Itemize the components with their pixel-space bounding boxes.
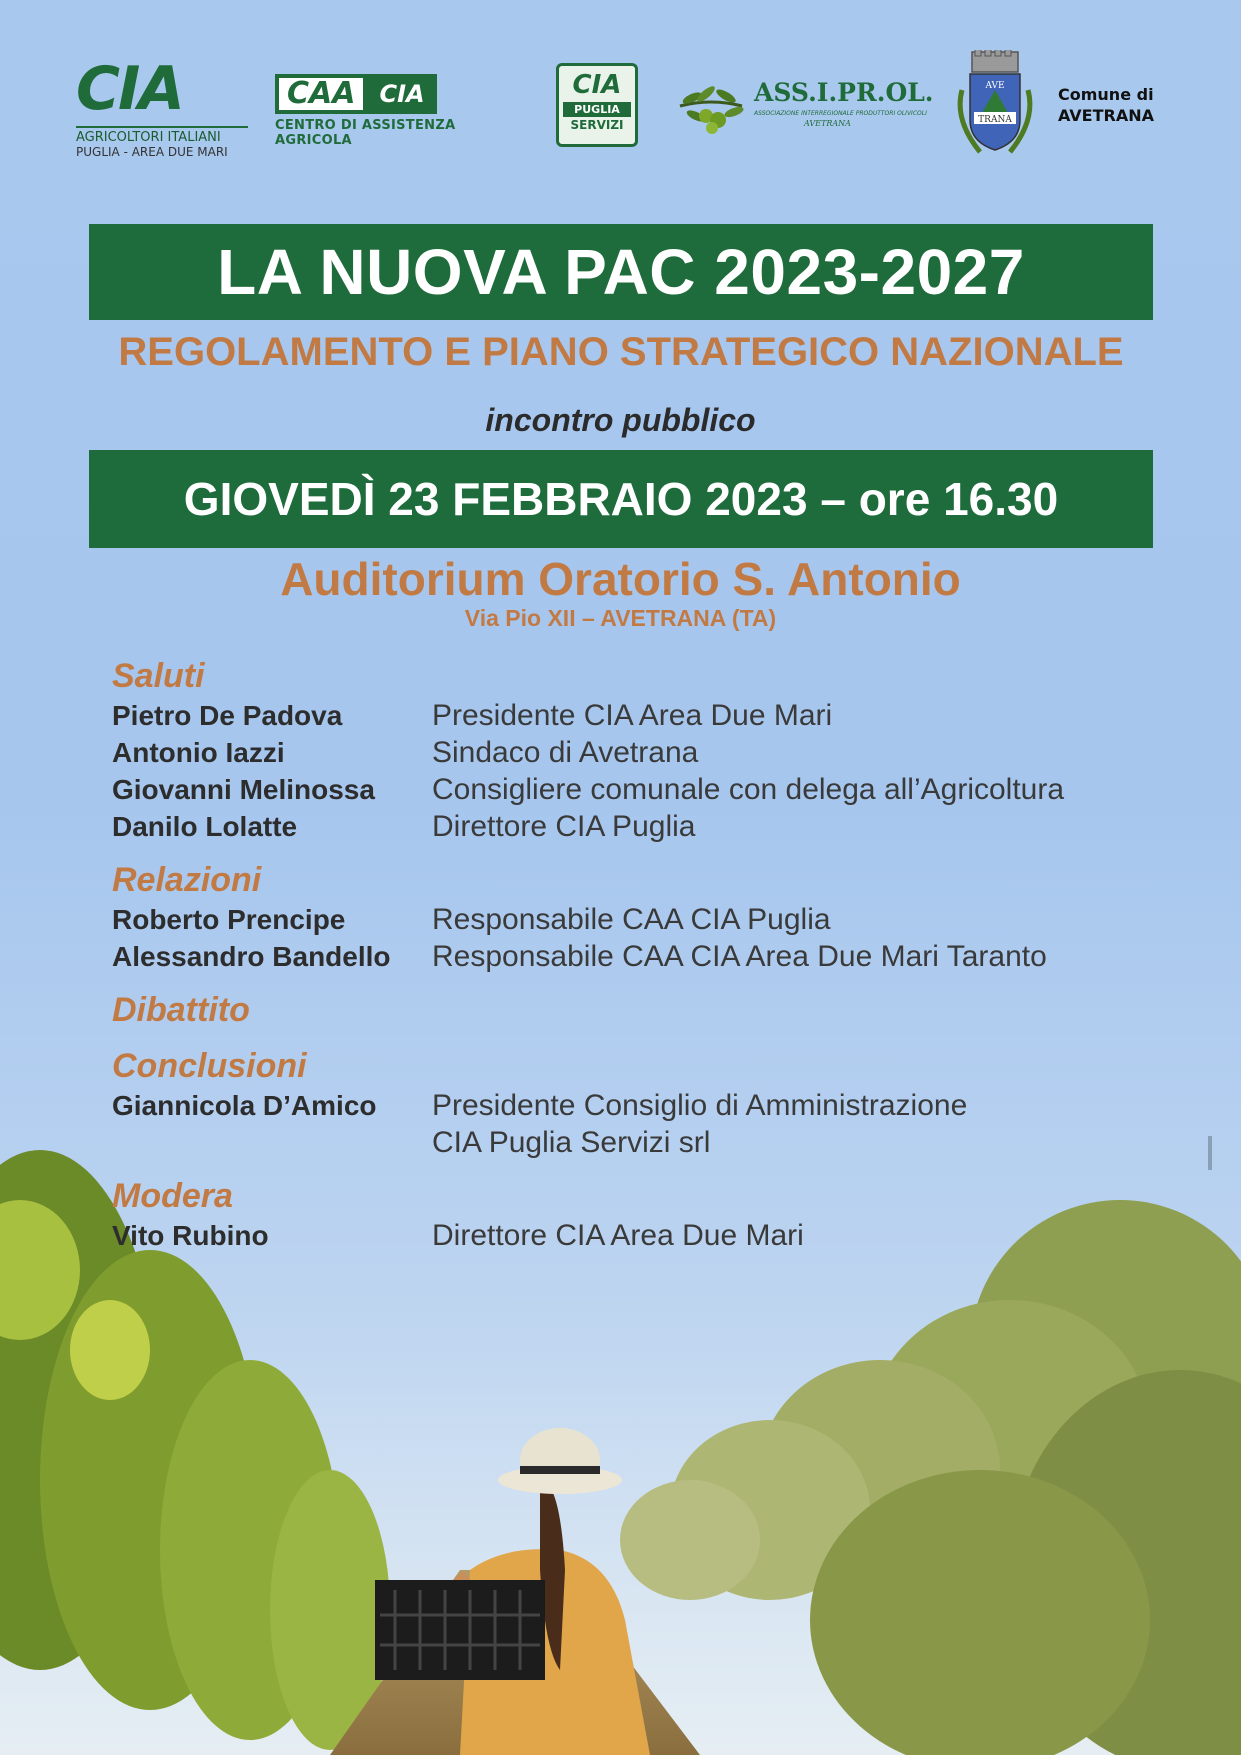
speaker-row [112, 1087, 1172, 1161]
caa-logo-cia: CIA [367, 74, 436, 114]
venue: Auditorium Oratorio S. Antonio [280, 553, 961, 605]
assiprol-subtitle: ASSOCIAZIONE INTERREGIONALE PRODUTTORI OLIVICOLI [754, 110, 927, 117]
cia-logo-mark: CIA [76, 54, 183, 124]
cia-logo-line2: PUGLIA - AREA DUE MARI [76, 145, 228, 159]
cia-logo [76, 52, 248, 159]
speaker-role: Consigliere comunale con delega all’Agricoltura [432, 773, 1065, 806]
title-banner: LA NUOVA PAC 2023-2027 [89, 224, 1153, 320]
caa-logo [275, 74, 521, 148]
subtitle: REGOLAMENTO E PIANO STRATEGICO NAZIONALE [118, 330, 1124, 374]
comune-label [1058, 84, 1154, 126]
speaker-name: Antonio Iazzi [112, 737, 285, 768]
speaker-name: Danilo Lolatte [112, 811, 298, 842]
caa-logo-caa: CAA [275, 74, 367, 114]
comune-line1: Comune di [1058, 85, 1154, 104]
speaker-role: Responsabile CAA CIA Puglia [432, 903, 831, 936]
date-banner: GIOVEDÌ 23 FEBBRAIO 2023 – ore 16.30 [89, 450, 1153, 548]
section-title-conclusioni: Conclusioni [112, 1047, 307, 1085]
section-title-modera: Modera [112, 1177, 233, 1215]
crate-icon [375, 1580, 545, 1680]
section-conclusioni [112, 1045, 1172, 1161]
speaker-name: Alessandro Bandello [112, 941, 391, 972]
program [112, 655, 1172, 1268]
puglia-servizi-line2: SERVIZI [570, 118, 624, 132]
puglia-servizi-line1: PUGLIA [563, 102, 631, 117]
speaker-row [112, 697, 1172, 734]
section-modera [112, 1175, 1172, 1254]
speaker-role-line2: CIA Puglia Servizi srl [432, 1126, 711, 1159]
speaker-role: Direttore CIA Puglia [432, 810, 696, 843]
puglia-servizi-mark: CIA [572, 70, 622, 100]
speaker-role: Responsabile CAA CIA Area Due Mari Taranto [432, 940, 1047, 973]
speaker-role: Presidente CIA Area Due Mari [432, 699, 833, 732]
assiprol-logo [676, 76, 934, 136]
assiprol-name: ASS.I.PR.OL. [754, 78, 934, 107]
speaker-name: Roberto Prencipe [112, 904, 346, 935]
speaker-role [432, 1087, 967, 1161]
section-relazioni [112, 859, 1172, 975]
speaker-row [112, 808, 1172, 845]
comune-line2: AVETRANA [1058, 106, 1154, 125]
crest-bottom-text: TRANA [978, 115, 1012, 125]
speaker-name: Giannicola D’Amico [112, 1090, 377, 1121]
section-title-saluti: Saluti [112, 657, 205, 695]
crest-top-text: AVE [985, 81, 1005, 91]
speaker-name: Vito Rubino [112, 1220, 269, 1251]
section-dibattito [112, 989, 1172, 1031]
speaker-row [112, 901, 1172, 938]
speaker-row [112, 734, 1172, 771]
event-type: incontro pubblico [485, 402, 756, 438]
address: Via Pio XII – AVETRANA (TA) [464, 605, 777, 631]
caa-logo-subtitle: CENTRO DI ASSISTENZA AGRICOLA [275, 118, 456, 148]
assiprol-place: AVETRANA [804, 119, 851, 128]
section-title-relazioni: Relazioni [112, 861, 262, 899]
speaker-row [112, 771, 1172, 808]
speaker-role: Sindaco di Avetrana [432, 736, 699, 769]
olive-branch-icon [676, 76, 746, 136]
speaker-name: Giovanni Melinossa [112, 774, 375, 805]
section-title-dibattito: Dibattito [112, 991, 250, 1029]
avetrana-crest-icon [950, 50, 1040, 160]
speaker-role: Direttore CIA Area Due Mari [432, 1219, 804, 1252]
puglia-servizi-logo [556, 63, 638, 147]
speaker-row [112, 938, 1172, 975]
speaker-name: Pietro De Padova [112, 700, 343, 731]
section-saluti [112, 655, 1172, 845]
speaker-role-line1: Presidente Consiglio di Amministrazione [432, 1089, 968, 1122]
cia-logo-line1: AGRICOLTORI ITALIANI [76, 126, 248, 145]
speaker-row [112, 1217, 1172, 1254]
